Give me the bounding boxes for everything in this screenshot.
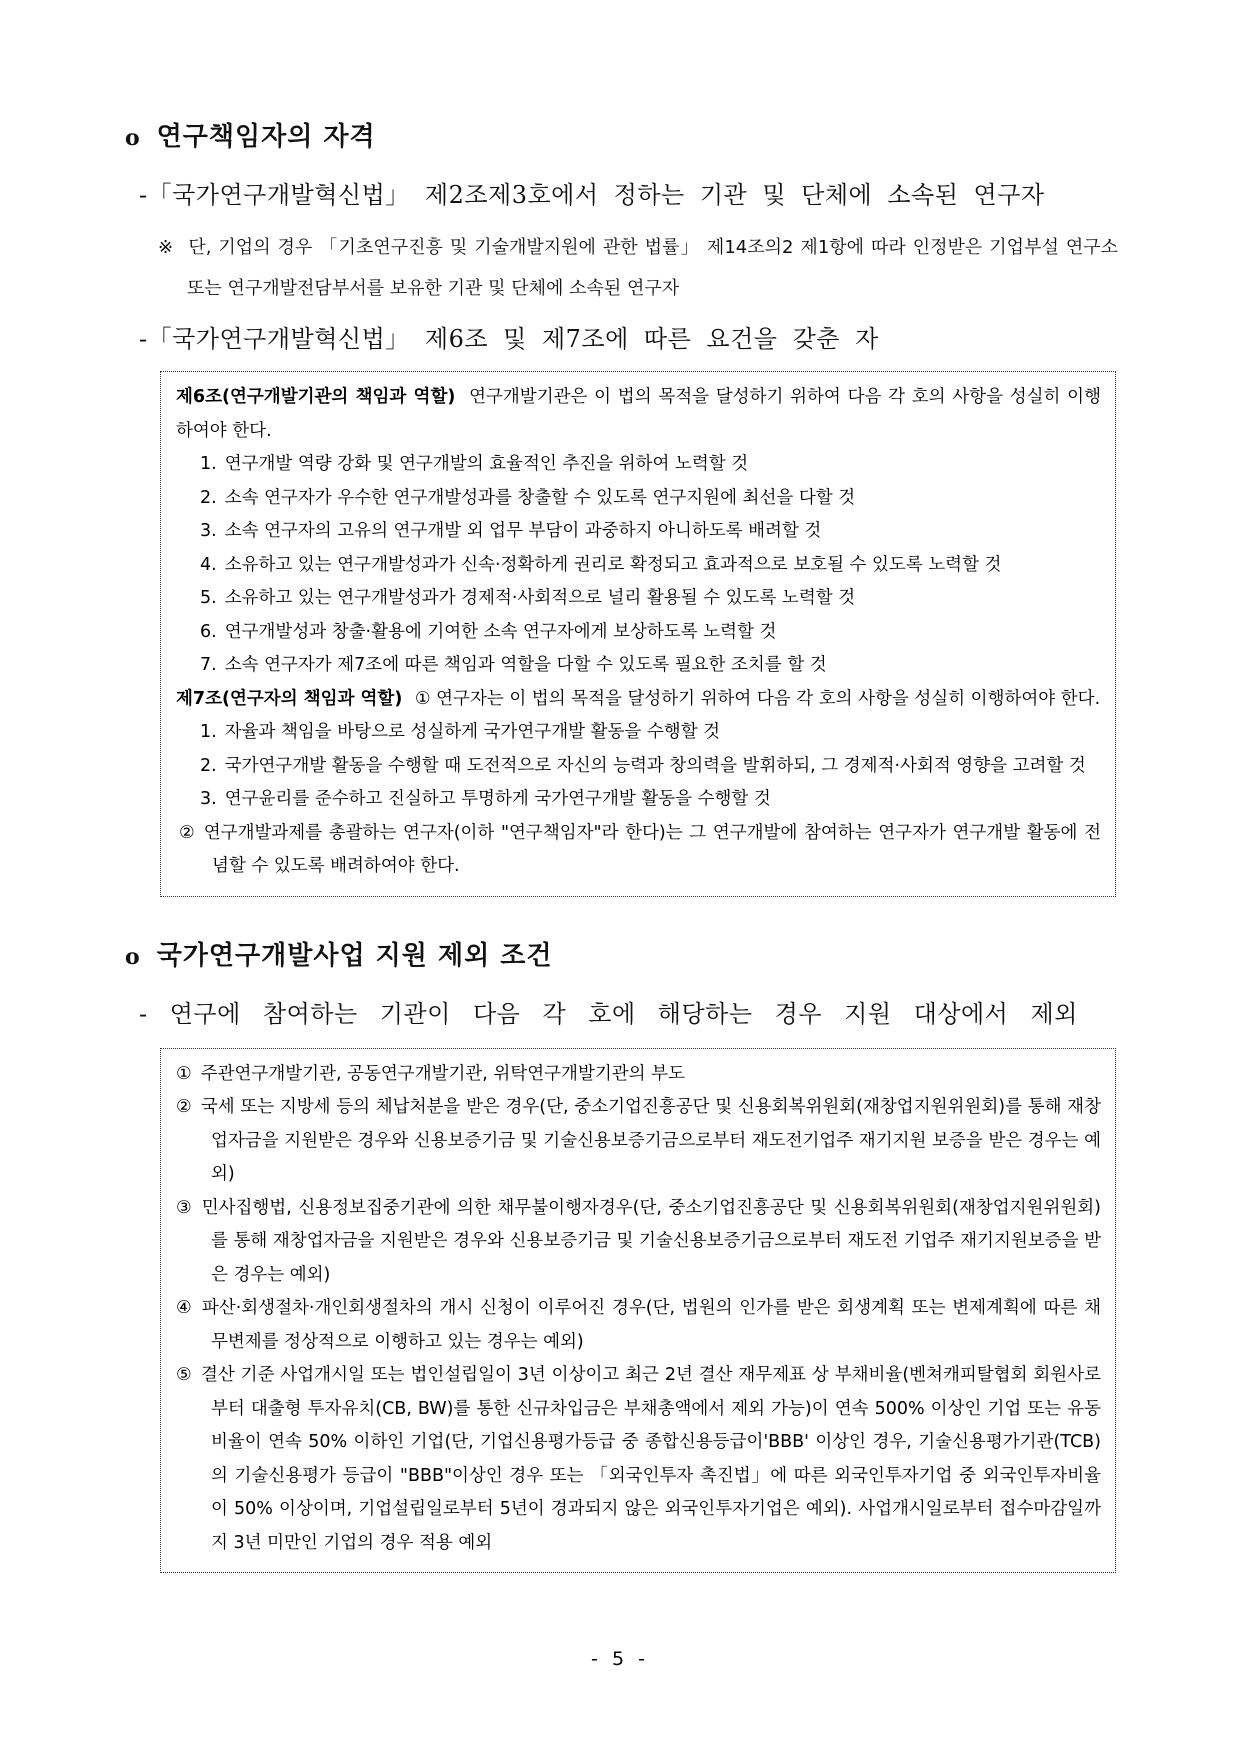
list-item	[176, 750, 1101, 784]
article6-label: 제6조(연구개발기관의 책임과 역할)	[176, 387, 456, 407]
article6-paragraph	[176, 381, 1101, 448]
list-item	[176, 616, 1101, 650]
item-number: ①	[176, 1063, 192, 1084]
exclusion-box	[160, 1048, 1116, 1574]
item-number: 7.	[200, 655, 217, 675]
list-item	[176, 582, 1101, 616]
article7-label: 제7조(연구자의 책임과 역할)	[176, 688, 403, 709]
list-item	[176, 1359, 1101, 1560]
item-number: 3.	[200, 789, 217, 809]
list-item	[176, 482, 1101, 516]
item-text: 연구개발 역량 강화 및 연구개발의 효율적인 추진을 위하여 노력할 것	[224, 454, 749, 474]
list-item	[176, 1292, 1101, 1359]
item-number: ⑤	[176, 1365, 192, 1385]
section1-note	[125, 227, 1118, 309]
list-item	[176, 515, 1101, 549]
section2-bullet-marker: o	[125, 943, 141, 970]
item-number: 2.	[200, 487, 217, 508]
page-number: - 5 -	[591, 1648, 649, 1670]
item-text: 소속 연구자가 우수한 연구개발성과를 창출할 수 있도록 연구지원에 최선을 다할 것	[224, 487, 856, 508]
item-number: 4.	[200, 554, 217, 575]
list-item	[176, 649, 1101, 683]
item-text: 국세 또는 지방세 등의 체납처분을 받은 경우(단, 중소기업진흥공단 및 신용회복위원회(재창업지원위원회)를 통해 재창업자금을 지원받은 경우와 신용보증기금 및 기술신용보증기금으로부터 재도전기업주 재기지원 보증을 받은 경우는 예외)	[200, 1097, 1101, 1184]
section2-bullet1: - 연구에 참여하는 기관이 다음 각 호에 해당하는 경우 지원 대상에서 제외	[139, 999, 1078, 1028]
list-item	[176, 549, 1101, 583]
item-number: ③	[176, 1197, 193, 1218]
item-number: ②	[176, 1097, 192, 1117]
item-text: 소유하고 있는 연구개발성과가 신속·정확하게 권리로 확정되고 효과적으로 보호될 수 있도록 노력할 것	[224, 554, 1002, 575]
item-text: 민사집행법, 신용정보집중기관에 의한 채무불이행자경우(단, 중소기업진흥공단 및 신용회복위원회(재창업지원위원회)를 통해 재창업자금을 지원받은 경우와 신용보증기금 및 기술신용보증기금으로부터 재도전 기업주 재기지원보증을 받은 경우는 예외)	[201, 1197, 1101, 1285]
section1-bullet-marker: o	[125, 125, 141, 151]
section1-heading	[125, 116, 1118, 153]
article6-text: 연구개발기관은 이 법의 목적을 달성하기 위하여 다음 각 호의 사항을 성실히 이행하여야 한다.	[176, 387, 1101, 441]
section2-heading	[125, 935, 1118, 972]
section2-title: 국가연구개발사업 지원 제외 조건	[156, 940, 553, 971]
law-box	[160, 371, 1116, 897]
section1-bullet2: -「국가연구개발혁신법」 제6조 및 제7조에 따른 요건을 갖춘 자	[139, 325, 879, 353]
item-text: 소유하고 있는 연구개발성과가 경제적·사회적으로 널리 활용될 수 있도록 노력할 것	[224, 588, 856, 608]
list-item	[176, 1058, 1101, 1092]
item-text: 소속 연구자가 제7조에 따른 책임과 역할을 다할 수 있도록 필요한 조치를 할 것	[224, 655, 827, 675]
item-text: 국가연구개발 활동을 수행할 때 도전적으로 자신의 능력과 창의력을 발휘하되, 그 경제적·사회적 영향을 고려할 것	[224, 755, 1086, 776]
note-text: 단, 기업의 경우 「기초연구진흥 및 기술개발지원에 관한 법률」 제14조의2 제1항에 따라 인정받은 기업부설 연구소 또는 연구개발전담부서를 보유한 기관 및 단체에 소속된 연구자	[187, 237, 1118, 299]
list-item	[176, 1091, 1101, 1192]
item-text: 연구윤리를 준수하고 진실하고 투명하게 국가연구개발 활동을 수행할 것	[224, 789, 771, 809]
list-item	[176, 448, 1101, 482]
item-text: 연구개발성과 창출·활용에 기여한 소속 연구자에게 보상하도록 노력할 것	[224, 621, 777, 642]
item-number: 5.	[200, 588, 217, 608]
item-text: 결산 기준 사업개시일 또는 법인설립일이 3년 이상이고 최근 2년 결산 재무제표 상 부채비율(벤쳐캐피탈협회 회원사로부터 대출형 투자유치(CB, BW)를 통한 신규차입금은 부채총액에서 제외 가능)이 연속 500% 이상인 기업 또는 유동비율이 연속 50% 이하인 기업(단, 기업신용평가등급 중 종합신용등급이'BBB' 이상인 경우, 기술신용평가기관(TCB)의 기술신용평가 등급이 "BBB"이상인 경우 또는 「외국인투자 촉진법」에 따른 외국인투자기업 중 외국인투자비율이 50% 이상이며, 기업설립일로부터 5년이 경과되지 않은 외국인투자기업은 예외). 사업개시일로부터 접수마감일까지 3년 미만인 기업의 경우 적용 예외	[201, 1365, 1101, 1553]
article7-clause2	[176, 817, 1101, 884]
item-number: 1.	[200, 722, 217, 742]
list-item	[176, 1192, 1101, 1293]
section1-title: 연구책임자의 자격	[156, 122, 376, 152]
clause-number: ②	[179, 822, 196, 843]
item-number: ④	[176, 1298, 193, 1318]
item-text: 주관연구개발기관, 공동연구개발기관, 위탁연구개발기관의 부도	[200, 1063, 685, 1084]
item-number: 2.	[200, 755, 217, 776]
item-number: 1.	[200, 454, 217, 474]
item-text: 파산·회생절차·개인회생절차의 개시 신청이 이루어진 경우(단, 법원의 인가를 받은 회생계획 또는 변제계획에 따른 채무변제를 정상적으로 이행하고 있는 경우는 예외)	[201, 1298, 1101, 1352]
item-text: 자율과 책임을 바탕으로 성실하게 국가연구개발 활동을 수행할 것	[224, 722, 721, 742]
article7-text: ① 연구자는 이 법의 목적을 달성하기 위하여 다음 각 호의 사항을 성실히 이행하여야 한다.	[414, 688, 1101, 709]
item-text: 소속 연구자의 고유의 연구개발 외 업무 부담이 과중하지 아니하도록 배려할 것	[224, 521, 822, 541]
list-item	[176, 783, 1101, 817]
section1-bullet1: -「국가연구개발혁신법」 제2조제3호에서 정하는 기관 및 단체에 소속된 연구자	[139, 181, 1045, 209]
note-marker: ※	[158, 237, 175, 258]
article7-paragraph	[176, 683, 1101, 717]
clause-text: 연구개발과제를 총괄하는 연구자(이하 "연구책임자"라 한다)는 그 연구개발에 참여하는 연구자가 연구개발 활동에 전념할 수 있도록 배려하여야 한다.	[203, 822, 1101, 876]
item-number: 3.	[200, 521, 217, 541]
item-number: 6.	[200, 621, 217, 642]
list-item	[176, 716, 1101, 750]
